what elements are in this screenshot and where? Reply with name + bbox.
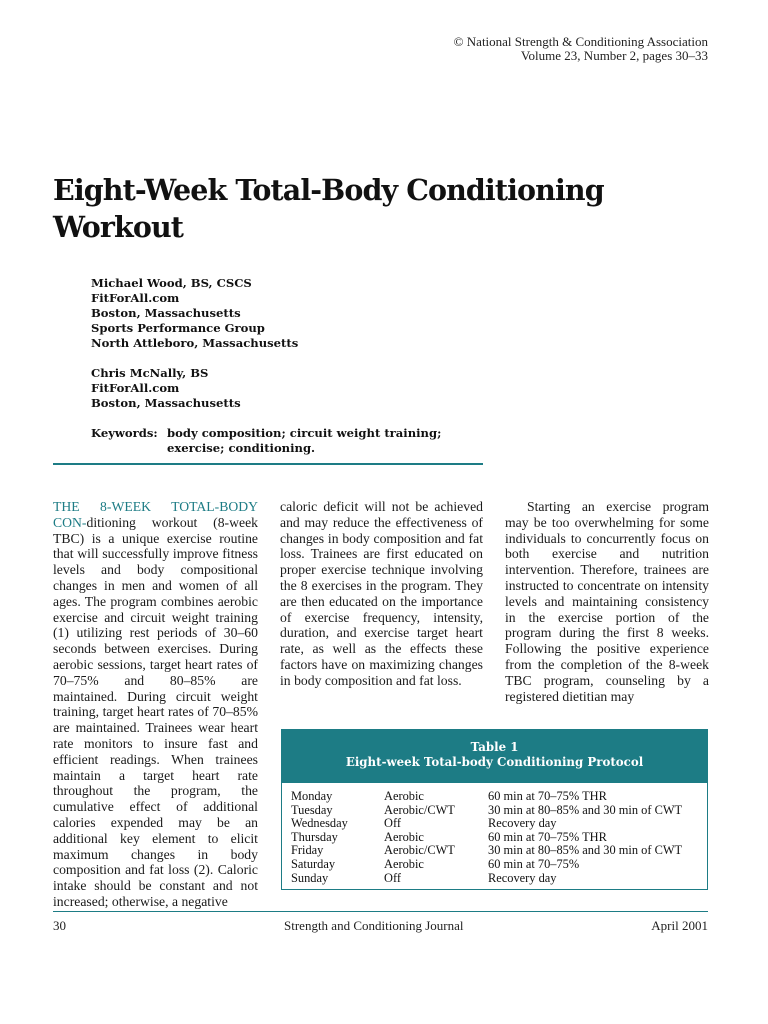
table-cell-type: Aerobic/CWT: [384, 802, 455, 817]
table-row: [291, 844, 707, 858]
author-1-name: Michael Wood, BS, CSCS: [91, 276, 252, 290]
column-1-text: ditioning workout (8-week TBC) is a unique exercise routine that will successfully improve fitness levels and body compositional changes in men and women of all ages. The program combines aerobic exercise and circuit weight training (1) utilizing rest periods of 30–60 seconds between exercises. During aerobic sessions, target heart rates of 70–75% and 80–85% are maintained. During circuit weight training, target heart rates of 70–85% are maintained. Trainees wear heart rate monitors to insure fast and efficient readings. When trainees maintain a target heart rate throughout the program, the cumulative effect of additional calories expended may be an additional key element to elicit maximum changes in body composition and fat loss (2). Caloric intake should be constant and not increased; otherwise, a negative: [53, 514, 258, 909]
table-row: [291, 817, 707, 831]
table-row: [291, 872, 707, 886]
author-1-affiliation: FitForAll.com: [91, 291, 180, 305]
table-cell-day: Saturday: [291, 856, 336, 871]
article-title: Eight-Week Total-Body Conditioning Workout: [53, 173, 604, 244]
table-cell-day: Wednesday: [291, 816, 348, 831]
table-cell-type: Aerobic: [384, 789, 424, 803]
table-cell-description: 60 min at 70–75%: [488, 856, 580, 871]
table-header: [282, 730, 707, 783]
keywords-line-2: exercise; conditioning.: [167, 441, 316, 455]
table-caption: Eight-week Total-body Conditioning Protocol: [345, 755, 644, 769]
table-cell-description: 30 min at 80–85% and 30 min of CWT: [488, 843, 683, 858]
table-row: [291, 831, 707, 845]
table-cell-type: Aerobic: [384, 829, 424, 844]
table-row: [291, 790, 707, 804]
table-cell-description: Recovery day: [488, 870, 557, 885]
table-cell-day: Tuesday: [291, 802, 333, 817]
table-label: Table 1: [470, 740, 519, 754]
table-cell-description: 60 min at 70–75% THR: [488, 789, 607, 803]
table-cell-description: 30 min at 80–85% and 30 min of CWT: [488, 802, 683, 817]
author-1-location: Boston, Massachusetts: [91, 306, 241, 320]
table-cell-day: Monday: [291, 789, 333, 803]
lead-in-text: THE 8-WEEK TOTAL-BODY CON-: [53, 499, 258, 530]
page-number: 30: [53, 918, 66, 933]
body-column-3: [505, 499, 709, 704]
header-divider: [53, 463, 483, 465]
table-cell-description: Recovery day: [488, 816, 557, 831]
table-body: [282, 783, 707, 885]
author-2-location: Boston, Massachusetts: [91, 396, 241, 410]
keywords-label: Keywords:: [91, 426, 158, 440]
table-cell-day: Sunday: [291, 870, 329, 885]
table-cell-type: Aerobic: [384, 856, 424, 871]
issue-date: April 2001: [651, 918, 708, 933]
table-cell-type: Aerobic/CWT: [384, 843, 455, 858]
author-1-location-2: North Attleboro, Massachusetts: [91, 336, 299, 350]
table-cell-type: Off: [384, 870, 401, 885]
journal-name: Strength and Conditioning Journal: [284, 918, 464, 933]
table-row: [291, 804, 707, 818]
volume-line: Volume 23, Number 2, pages 30–33: [520, 48, 708, 63]
body-column-1: [53, 499, 258, 910]
column-3-text: Starting an exercise program may be too overwhelming for some individuals to concurrently focus on both exercise and nutrition intervention. Therefore, trainees are instructed to concentrate on intensity levels and maintaining consistency in the exercise portion of the program during the first 8 weeks. Following the positive experience from the completion of the 8-week TBC program, counseling by a registered dietitian may: [505, 499, 709, 704]
keywords-line-1: body composition; circuit weight training;: [167, 426, 442, 440]
footer-divider: [53, 911, 708, 912]
table-cell-day: Thursday: [291, 829, 338, 844]
table-cell-day: Friday: [291, 843, 324, 858]
table-cell-type: Off: [384, 816, 401, 831]
column-2-text: caloric deficit will not be achieved and may reduce the effectiveness of changes in body composition and fat loss. Trainees are first educated on proper exercise technique involving the 8 exercises in the program. They are then educated on the importance of exercise frequency, intensity, duration, and exercise target heart rate, as well as the effects these factors have on maximizing changes in body composition and fat loss.: [280, 499, 483, 688]
table-row: [291, 858, 707, 872]
table-cell-description: 60 min at 70–75% THR: [488, 829, 607, 844]
protocol-table: [281, 729, 708, 890]
author-1-affiliation-2: Sports Performance Group: [91, 321, 265, 335]
body-column-2: [280, 499, 483, 689]
copyright-line: © National Strength & Conditioning Association: [453, 34, 708, 49]
author-2-name: Chris McNally, BS: [91, 366, 209, 380]
keywords: [91, 426, 441, 456]
author-block: [91, 276, 441, 456]
author-2-affiliation: FitForAll.com: [91, 381, 180, 395]
